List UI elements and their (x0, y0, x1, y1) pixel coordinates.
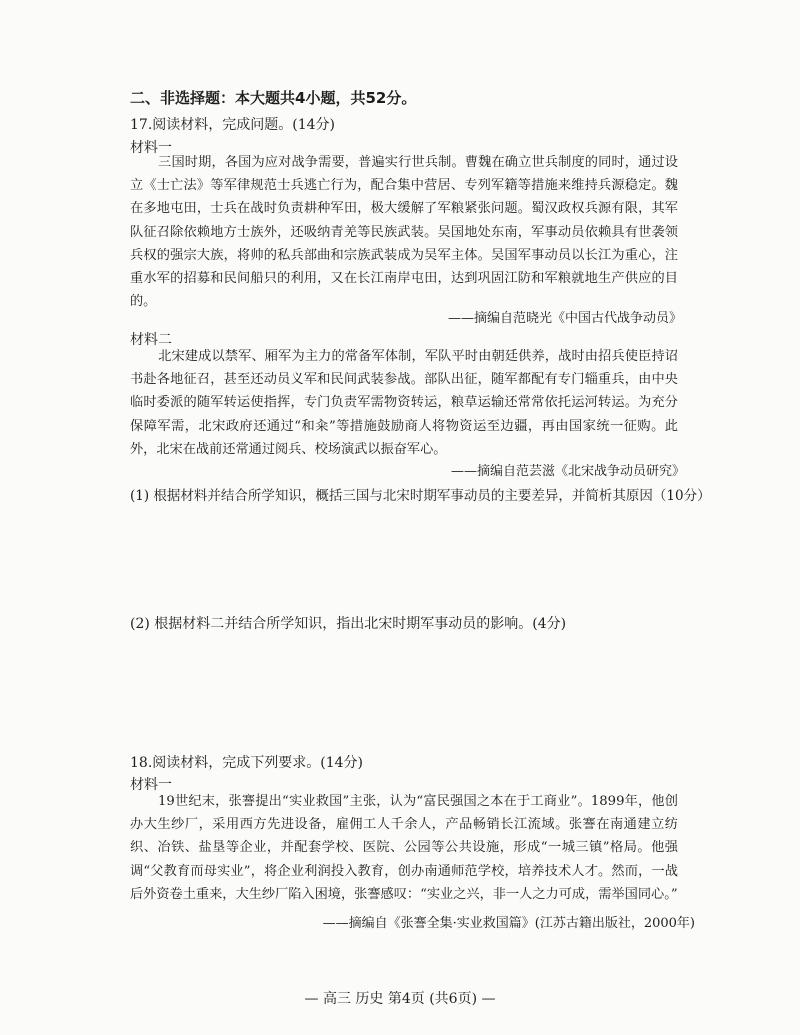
q17-material1-source: ——摘编自范晓光《中国古代战争动员》 (447, 311, 682, 326)
page-footer: — 高三 历史 第4页 (共6页) — (304, 991, 496, 1007)
section-title: 二、非选择题：本大题共4小题，共52分。 (130, 89, 417, 107)
q17-material1-text: 三国时期，各国为应对战争需要，普遍实行世兵制。曹魏在确立世兵制度的同时，通过设立《士亡法》等军律规范士兵逃亡行为，配合集中营居、专列军籍等措施来维持兵源稳定。魏在多地屯田，士兵在战时负责耕种军田，极大缓解了军粮紧张问题。蜀汉政权兵源有限，其军队征召除依赖地方士族外，还吸纳青羌等民族武装。吴国地处东南，军事动员依赖具有世袭领兵权的强宗大族，将帅的私兵部曲和宗族武装成为吴军主体。吴国军事动员以长江为重心，注重水军的招募和民间船只的利用，又在长江南岸屯田，达到巩固江防和军粮就地生产供应的目的。 (130, 155, 678, 310)
q17-material1-label: 材料一 (130, 140, 172, 156)
question-18-heading: 18.阅读材料，完成下列要求。(14分) (130, 755, 364, 771)
q17-material2-source: ——摘编自范芸滋《北宋战争动员研究》 (450, 464, 685, 479)
q18-material1-text: 19世纪末，张謇提出“实业救国”主张，认为“富民强国之本在于工商业”。1899年，他创办大生纱厂，采用西方先进设备，雇佣工人千余人，产品畅销长江流域。张謇在南通建立纺织、冶铁、盐垦等企业，并配套学校、医院、公园等公共设施，形成“一城三镇”格局。他强调“父教育而母实业”，将企业利润投入教育，创办南通师范学校，培养技术人才。然而，一战后外资卷土重来，大生纱厂陷入困境，张謇感叹：“实业之兴，非一人之力可成，需举国同心。” (130, 794, 678, 902)
q17-subquestion-1: (1) 根据材料并结合所学知识，概括三国与北宋时期军事动员的主要差异，并简析其原因（10分） (130, 488, 711, 504)
q17-subquestion-2: (2) 根据材料二并结合所学知识，指出北宋时期军事动员的影响。(4分) (130, 616, 567, 632)
q18-material1-source: ——摘编自《张謇全集·实业救国篇》(江苏古籍出版社，2000年) (322, 916, 695, 931)
q17-material2-text: 北宋建成以禁军、厢军为主力的常备军体制，军队平时由朝廷供养，战时由招兵使臣持诏书赴各地征召，甚至还动员义军和民间武装参战。部队出征，随军都配有专门辎重兵，由中央临时委派的随军转运使指挥，专门负责军需物资转运，粮草运输还常常依托运河转运。为充分保障军需，北宋政府还通过“和籴”等措施鼓励商人将物资运至边疆，再由国家统一征购。此外，北宋在战前还常通过阅兵、校场演武以振奋军心。 (130, 349, 678, 457)
question-17-heading: 17.阅读材料，完成问题。(14分) (130, 117, 336, 133)
q17-material2-label: 材料二 (130, 332, 172, 348)
q18-material1-label: 材料一 (130, 777, 172, 793)
